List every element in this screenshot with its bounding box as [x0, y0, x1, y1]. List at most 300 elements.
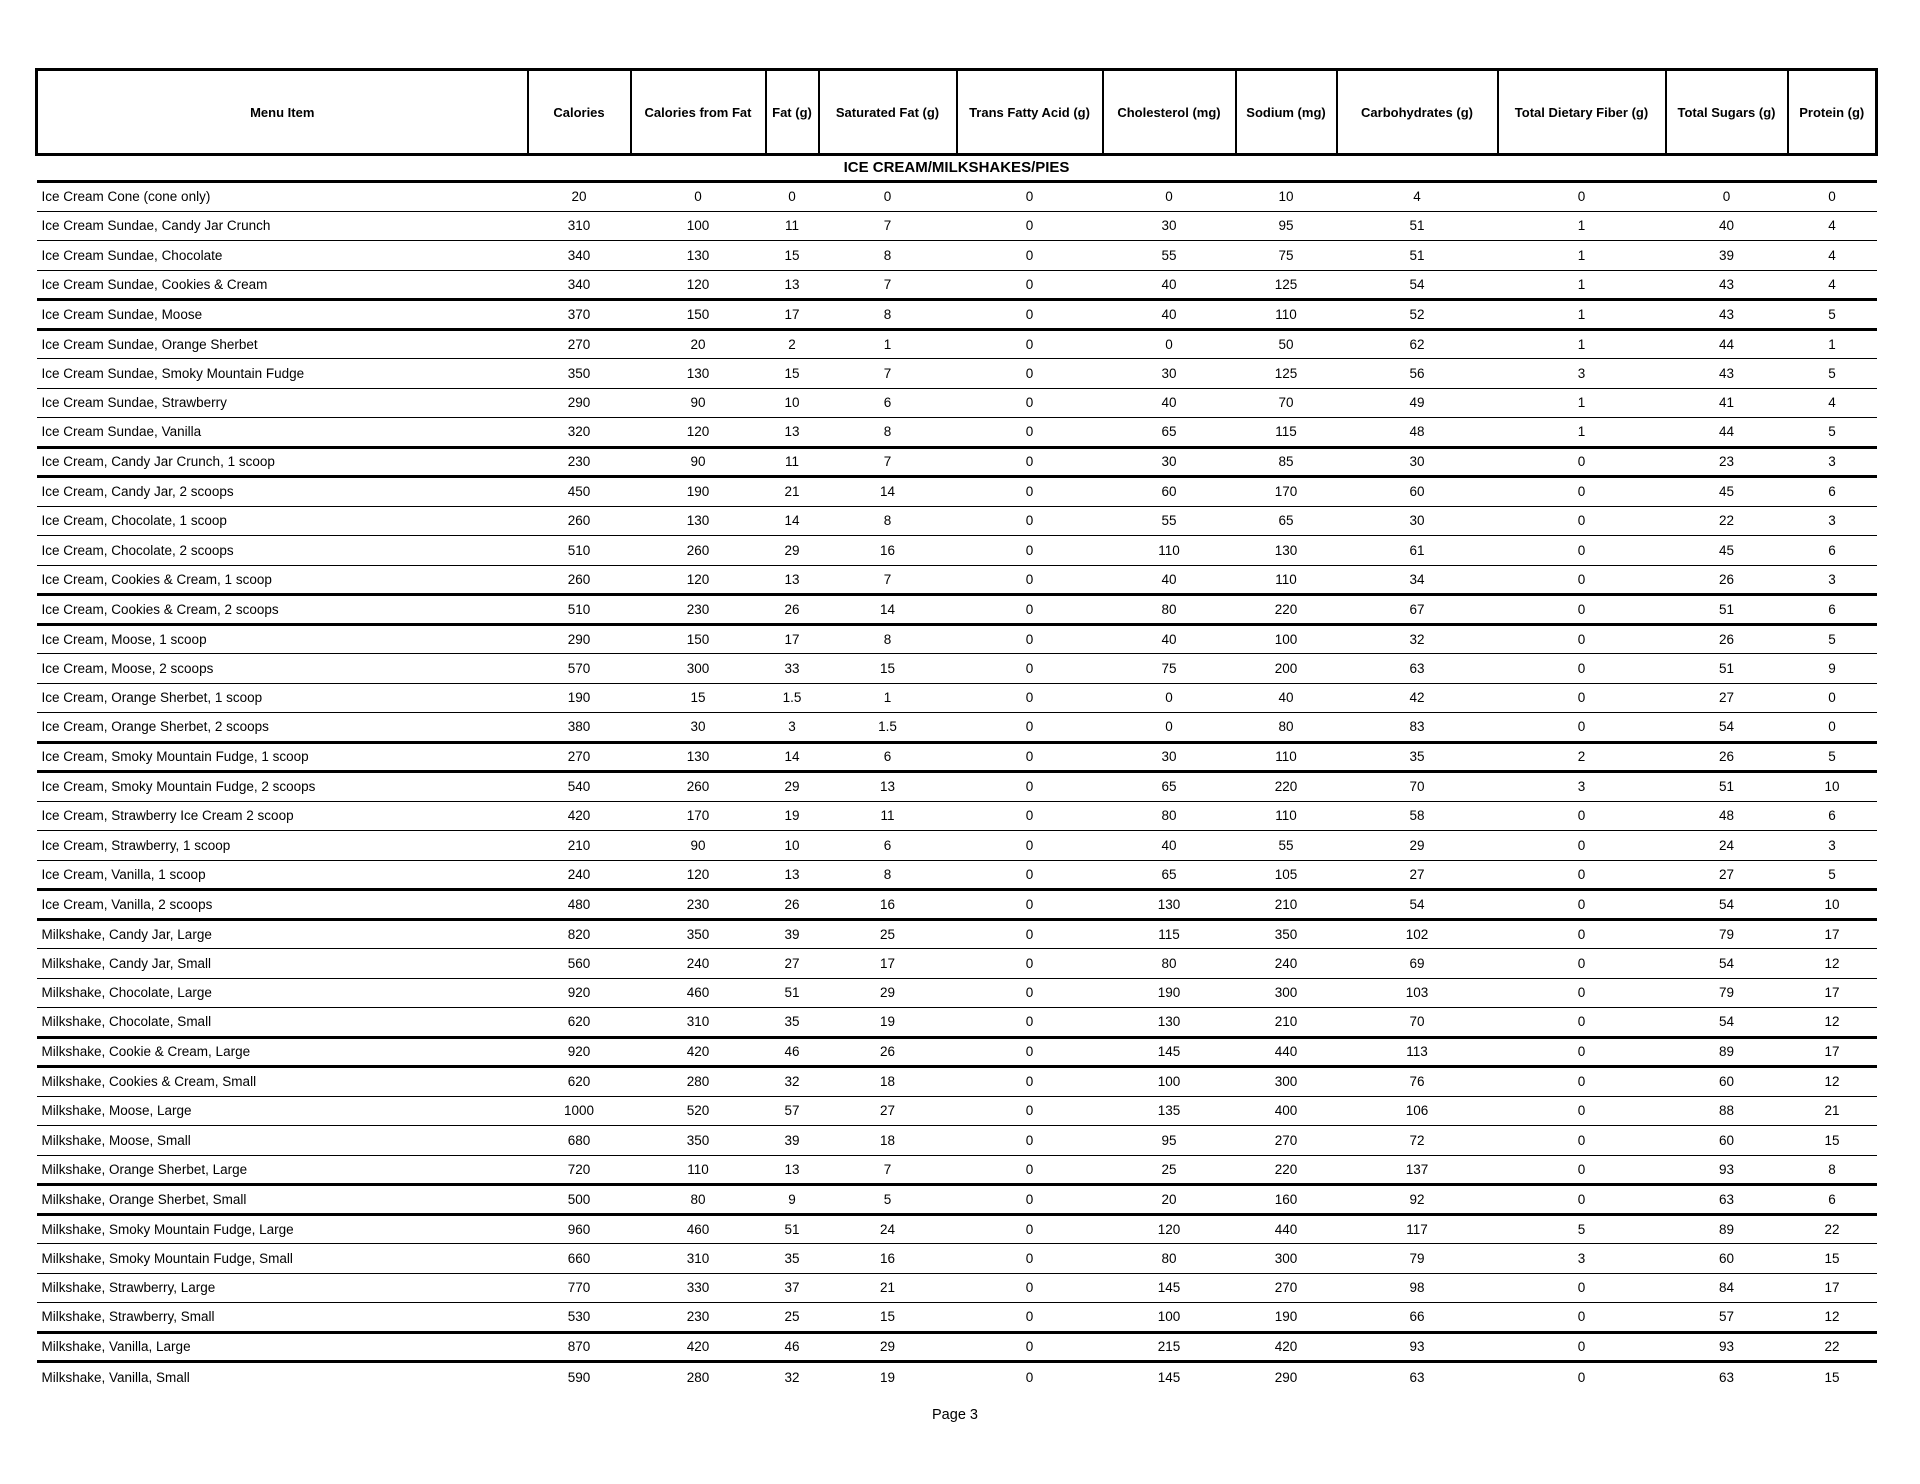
value-cell-7: 103: [1337, 978, 1498, 1008]
value-cell-10: 4: [1788, 241, 1877, 271]
value-cell-3: 29: [819, 978, 957, 1008]
value-cell-2: 15: [766, 359, 819, 389]
table-row: [37, 477, 1877, 507]
value-cell-7: 32: [1337, 624, 1498, 654]
value-cell-9: 40: [1666, 211, 1788, 241]
value-cell-0: 270: [528, 329, 631, 359]
value-cell-8: 0: [1577, 1369, 1586, 1385]
value-cell-5: 20: [1103, 1185, 1236, 1215]
value-cell-8: 0: [1498, 1303, 1666, 1333]
table-row: [37, 1332, 1877, 1362]
column-header-10: Total Sugars (g): [1666, 70, 1788, 155]
value-cell-5: 75: [1103, 654, 1236, 684]
value-cell-9: 22: [1666, 506, 1788, 536]
column-header-7: Sodium (mg): [1236, 70, 1337, 155]
value-cell-3: 6: [819, 742, 957, 772]
value-cell-2: 14: [766, 742, 819, 772]
value-cell-1: 90: [631, 388, 766, 418]
column-header-5: Trans Fatty Acid (g): [957, 70, 1103, 155]
table-row: [37, 506, 1877, 536]
value-cell-2: 0: [766, 182, 819, 212]
value-cell-8: 1: [1498, 329, 1666, 359]
value-cell-3: 7: [819, 359, 957, 389]
value-cell-5: 40: [1103, 565, 1236, 595]
value-cell-7: 30: [1337, 506, 1498, 536]
table-row: [37, 1155, 1877, 1185]
value-cell-7: 61: [1337, 536, 1498, 566]
value-cell-4: 0: [957, 565, 1103, 595]
value-cell-1: 30: [631, 713, 766, 743]
column-header-9: Total Dietary Fiber (g): [1498, 70, 1666, 155]
value-cell-4: 0: [957, 654, 1103, 684]
value-cell-1: 230: [631, 1303, 766, 1333]
value-cell-4: 0: [957, 329, 1103, 359]
value-cell-10: 4: [1788, 388, 1877, 418]
value-cell-10: 6: [1788, 801, 1877, 831]
value-cell-5: 55: [1103, 506, 1236, 536]
value-cell-5: 65: [1103, 418, 1236, 448]
value-cell-4: 0: [957, 1273, 1103, 1303]
menu-item-cell: Ice Cream Sundae, Strawberry: [37, 388, 528, 418]
menu-item-cell: Milkshake, Moose, Small: [37, 1126, 528, 1156]
value-cell-10: 6: [1788, 536, 1877, 566]
value-cell-1: 330: [631, 1273, 766, 1303]
value-cell-3: 0: [819, 182, 957, 212]
value-cell-10: 15: [1788, 1126, 1877, 1156]
value-cell-2: 13: [766, 270, 819, 300]
value-cell-10: 6: [1788, 477, 1877, 507]
menu-item-cell: Milkshake, Vanilla, Small: [41, 1369, 190, 1385]
value-cell-6: 350: [1236, 919, 1337, 949]
value-cell-8: 0: [1498, 477, 1666, 507]
value-cell-6: 125: [1236, 270, 1337, 300]
value-cell-6: 65: [1236, 506, 1337, 536]
value-cell-3: 7: [819, 1155, 957, 1185]
menu-item-cell: Ice Cream Sundae, Orange Sherbet: [37, 329, 528, 359]
value-cell-0: 920: [528, 978, 631, 1008]
value-cell-3: 16: [819, 1244, 957, 1274]
value-cell-1: 120: [631, 565, 766, 595]
value-cell-8: 3: [1498, 1244, 1666, 1274]
value-cell-8: 1: [1498, 241, 1666, 271]
value-cell-3: 5: [819, 1185, 957, 1215]
table-row: [37, 683, 1877, 713]
value-cell-2: 46: [766, 1332, 819, 1362]
value-cell-7: 49: [1337, 388, 1498, 418]
table-row: [37, 565, 1877, 595]
value-cell-2: 3: [766, 713, 819, 743]
value-cell-7: 98: [1337, 1273, 1498, 1303]
table-row: [37, 654, 1877, 684]
value-cell-10: 3: [1788, 506, 1877, 536]
value-cell-4: 0: [957, 536, 1103, 566]
value-cell-0: 870: [528, 1332, 631, 1362]
value-cell-10: 0: [1788, 713, 1877, 743]
value-cell-6: 110: [1236, 801, 1337, 831]
value-cell-9: 54: [1666, 713, 1788, 743]
value-cell-9: 39: [1666, 241, 1788, 271]
value-cell-5: 0: [1103, 683, 1236, 713]
value-cell-7: 51: [1337, 241, 1498, 271]
value-cell-3: 13: [819, 772, 957, 802]
menu-item-cell: Ice Cream Cone (cone only): [37, 182, 528, 212]
value-cell-1: 120: [631, 418, 766, 448]
table-row: [37, 1008, 1877, 1038]
value-cell-8: 5: [1498, 1214, 1666, 1244]
value-cell-1: 20: [631, 329, 766, 359]
value-cell-2: 37: [766, 1273, 819, 1303]
value-cell-6: 50: [1236, 329, 1337, 359]
menu-item-cell: Milkshake, Smoky Mountain Fudge, Large: [37, 1214, 528, 1244]
value-cell-8: 0: [1498, 1185, 1666, 1215]
menu-item-cell: Milkshake, Candy Jar, Small: [37, 949, 528, 979]
value-cell-2: 13: [766, 565, 819, 595]
value-cell-1: 90: [631, 447, 766, 477]
value-cell-5: 0: [1103, 329, 1236, 359]
value-cell-10: 12: [1788, 1303, 1877, 1333]
table-header: [37, 70, 1877, 155]
value-cell-0: 420: [528, 801, 631, 831]
value-cell-8: 0: [1498, 683, 1666, 713]
value-cell-0: 290: [528, 388, 631, 418]
value-cell-6: 270: [1236, 1273, 1337, 1303]
value-cell-9: 45: [1666, 536, 1788, 566]
value-cell-3: 18: [819, 1067, 957, 1097]
value-cell-4: 0: [957, 447, 1103, 477]
value-cell-7: 60: [1337, 477, 1498, 507]
value-cell-7: 69: [1337, 949, 1498, 979]
value-cell-0: 450: [528, 477, 631, 507]
value-cell-1: 300: [631, 654, 766, 684]
value-cell-9: 24: [1666, 831, 1788, 861]
value-cell-7: 63: [1409, 1369, 1425, 1385]
section-title: ICE CREAM/MILKSHAKES/PIES: [37, 155, 1877, 182]
value-cell-2: 26: [766, 595, 819, 625]
value-cell-5: 65: [1103, 860, 1236, 890]
value-cell-2: 25: [766, 1303, 819, 1333]
table-row: [37, 300, 1877, 330]
table-body: [37, 155, 1877, 1392]
value-cell-1: 240: [631, 949, 766, 979]
value-cell-8: 1: [1498, 388, 1666, 418]
value-cell-0: 340: [528, 270, 631, 300]
value-cell-1: 90: [631, 831, 766, 861]
menu-item-cell: Ice Cream, Smoky Mountain Fudge, 2 scoops: [37, 772, 528, 802]
menu-item-cell: Milkshake, Strawberry, Small: [37, 1303, 528, 1333]
value-cell-1: 310: [631, 1244, 766, 1274]
table-row: [37, 359, 1877, 389]
value-cell-4: 0: [957, 683, 1103, 713]
value-cell-9: 43: [1666, 270, 1788, 300]
value-cell-0: 320: [528, 418, 631, 448]
value-cell-3: 8: [819, 860, 957, 890]
value-cell-3: 7: [819, 211, 957, 241]
value-cell-0: 480: [528, 890, 631, 920]
value-cell-10: 12: [1788, 1008, 1877, 1038]
value-cell-5: 30: [1103, 447, 1236, 477]
value-cell-3: 8: [819, 624, 957, 654]
value-cell-10: 15: [1824, 1369, 1840, 1385]
table-row: [37, 536, 1877, 566]
value-cell-8: 0: [1498, 182, 1666, 212]
value-cell-9: 51: [1666, 595, 1788, 625]
value-cell-4: 0: [957, 1126, 1103, 1156]
value-cell-3: 14: [819, 595, 957, 625]
value-cell-2: 26: [766, 890, 819, 920]
value-cell-8: 0: [1498, 1037, 1666, 1067]
value-cell-7: 137: [1337, 1155, 1498, 1185]
value-cell-9: 93: [1666, 1155, 1788, 1185]
menu-item-cell: Milkshake, Strawberry, Large: [37, 1273, 528, 1303]
value-cell-6: 85: [1236, 447, 1337, 477]
value-cell-1: 280: [686, 1369, 710, 1385]
value-cell-5: 145: [1157, 1369, 1181, 1385]
value-cell-3: 7: [819, 565, 957, 595]
column-header-4: Saturated Fat (g): [819, 70, 957, 155]
value-cell-9: 27: [1666, 683, 1788, 713]
value-cell-7: 70: [1337, 1008, 1498, 1038]
value-cell-6: 70: [1236, 388, 1337, 418]
value-cell-6: 300: [1236, 1067, 1337, 1097]
value-cell-10: 17: [1788, 1037, 1877, 1067]
value-cell-1: 260: [631, 536, 766, 566]
value-cell-4: 0: [957, 890, 1103, 920]
value-cell-2: 13: [766, 418, 819, 448]
value-cell-6: 300: [1236, 1244, 1337, 1274]
value-cell-6: 240: [1236, 949, 1337, 979]
value-cell-0: 620: [528, 1008, 631, 1038]
value-cell-0: 510: [528, 536, 631, 566]
value-cell-9: 89: [1666, 1214, 1788, 1244]
value-cell-5: 120: [1103, 1214, 1236, 1244]
value-cell-9: 43: [1666, 300, 1788, 330]
column-header-2: Calories from Fat: [631, 70, 766, 155]
table-row: [37, 890, 1877, 920]
value-cell-0: 770: [528, 1273, 631, 1303]
value-cell-2: 15: [766, 241, 819, 271]
value-cell-10: 4: [1788, 270, 1877, 300]
value-cell-7: 48: [1337, 418, 1498, 448]
menu-item-cell: Ice Cream, Orange Sherbet, 1 scoop: [37, 683, 528, 713]
value-cell-6: 40: [1236, 683, 1337, 713]
value-cell-2: 39: [766, 919, 819, 949]
menu-item-cell: Ice Cream, Vanilla, 1 scoop: [37, 860, 528, 890]
value-cell-7: 54: [1337, 890, 1498, 920]
value-cell-7: 63: [1337, 654, 1498, 684]
value-cell-2: 1.5: [766, 683, 819, 713]
value-cell-3: 7: [819, 447, 957, 477]
nutrition-table: [35, 68, 1878, 1391]
table-row: [37, 978, 1877, 1008]
value-cell-8: 0: [1498, 654, 1666, 684]
value-cell-7: 52: [1337, 300, 1498, 330]
value-cell-3: 26: [819, 1037, 957, 1067]
value-cell-8: 0: [1498, 713, 1666, 743]
value-cell-1: 110: [631, 1155, 766, 1185]
menu-item-cell: Milkshake, Chocolate, Small: [37, 1008, 528, 1038]
value-cell-7: 54: [1337, 270, 1498, 300]
value-cell-0: 370: [528, 300, 631, 330]
value-cell-1: 170: [631, 801, 766, 831]
value-cell-5: 80: [1103, 801, 1236, 831]
value-cell-9: 63: [1666, 1185, 1788, 1215]
value-cell-10: 3: [1788, 565, 1877, 595]
menu-item-cell: Ice Cream, Chocolate, 1 scoop: [37, 506, 528, 536]
value-cell-5: 60: [1103, 477, 1236, 507]
menu-item-cell: Milkshake, Orange Sherbet, Large: [37, 1155, 528, 1185]
value-cell-1: 130: [631, 742, 766, 772]
value-cell-3: 15: [819, 654, 957, 684]
value-cell-10: 4: [1788, 211, 1877, 241]
value-cell-0: 620: [528, 1067, 631, 1097]
value-cell-9: 41: [1666, 388, 1788, 418]
table-row: [37, 801, 1877, 831]
value-cell-9: 26: [1666, 565, 1788, 595]
value-cell-8: 0: [1498, 919, 1666, 949]
value-cell-5: 25: [1103, 1155, 1236, 1185]
table-row: [37, 241, 1877, 271]
value-cell-4: 0: [957, 1303, 1103, 1333]
menu-item-cell: Ice Cream, Moose, 1 scoop: [37, 624, 528, 654]
value-cell-2: 10: [766, 388, 819, 418]
menu-item-cell: Milkshake, Moose, Large: [37, 1096, 528, 1126]
value-cell-9: 48: [1666, 801, 1788, 831]
value-cell-1: 80: [631, 1185, 766, 1215]
value-cell-1: 310: [631, 1008, 766, 1038]
menu-item-cell: Ice Cream Sundae, Vanilla: [37, 418, 528, 448]
value-cell-4: 0: [957, 624, 1103, 654]
value-cell-5: 115: [1103, 919, 1236, 949]
value-cell-7: 62: [1337, 329, 1498, 359]
column-header-11: Protein (g): [1788, 70, 1877, 155]
table-row: [37, 388, 1877, 418]
value-cell-9: 43: [1666, 359, 1788, 389]
value-cell-10: 5: [1788, 300, 1877, 330]
value-cell-4: 0: [957, 1067, 1103, 1097]
value-cell-7: 30: [1337, 447, 1498, 477]
value-cell-2: 27: [766, 949, 819, 979]
value-cell-7: 4: [1337, 182, 1498, 212]
value-cell-2: 51: [766, 1214, 819, 1244]
value-cell-5: 145: [1103, 1273, 1236, 1303]
table-row: [37, 1096, 1877, 1126]
value-cell-3: 19: [819, 1008, 957, 1038]
value-cell-10: 22: [1788, 1214, 1877, 1244]
value-cell-0: 820: [528, 919, 631, 949]
value-cell-7: 58: [1337, 801, 1498, 831]
value-cell-1: 260: [631, 772, 766, 802]
menu-item-cell: Milkshake, Smoky Mountain Fudge, Small: [37, 1244, 528, 1274]
value-cell-8: 0: [1498, 624, 1666, 654]
value-cell-9: 51: [1666, 654, 1788, 684]
value-cell-8: 0: [1498, 860, 1666, 890]
value-cell-9: 23: [1666, 447, 1788, 477]
value-cell-9: 0: [1666, 182, 1788, 212]
value-cell-0: 680: [528, 1126, 631, 1156]
value-cell-0: 540: [528, 772, 631, 802]
value-cell-1: 15: [631, 683, 766, 713]
value-cell-2: 32: [784, 1369, 800, 1385]
value-cell-1: 0: [631, 182, 766, 212]
value-cell-1: 460: [631, 978, 766, 1008]
value-cell-9: 63: [1718, 1369, 1735, 1385]
value-cell-5: 0: [1103, 713, 1236, 743]
value-cell-3: 16: [819, 890, 957, 920]
value-cell-5: 130: [1103, 1008, 1236, 1038]
value-cell-4: 0: [957, 1155, 1103, 1185]
value-cell-5: 135: [1103, 1096, 1236, 1126]
value-cell-4: 0: [957, 211, 1103, 241]
value-cell-2: 51: [766, 978, 819, 1008]
value-cell-8: 0: [1498, 595, 1666, 625]
value-cell-1: 130: [631, 359, 766, 389]
table-row: [37, 1126, 1877, 1156]
menu-item-cell: Ice Cream, Strawberry Ice Cream 2 scoop: [37, 801, 528, 831]
value-cell-3: 1: [819, 683, 957, 713]
value-cell-7: 92: [1337, 1185, 1498, 1215]
value-cell-5: 30: [1103, 359, 1236, 389]
value-cell-8: 0: [1498, 1332, 1666, 1362]
value-cell-1: 460: [631, 1214, 766, 1244]
value-cell-7: 79: [1337, 1244, 1498, 1274]
value-cell-7: 35: [1337, 742, 1498, 772]
column-header-8: Carbohydrates (g): [1337, 70, 1498, 155]
value-cell-0: 290: [528, 624, 631, 654]
menu-item-cell: Milkshake, Orange Sherbet, Small: [37, 1185, 528, 1215]
table-row: [37, 831, 1877, 861]
value-cell-8: 0: [1498, 978, 1666, 1008]
value-cell-8: 2: [1498, 742, 1666, 772]
value-cell-2: 11: [766, 211, 819, 241]
value-cell-3: 17: [819, 949, 957, 979]
value-cell-9: 88: [1666, 1096, 1788, 1126]
value-cell-9: 51: [1666, 772, 1788, 802]
value-cell-0: 380: [528, 713, 631, 743]
value-cell-10: 17: [1788, 978, 1877, 1008]
value-cell-8: 0: [1498, 506, 1666, 536]
value-cell-6: 400: [1236, 1096, 1337, 1126]
value-cell-8: 0: [1498, 1096, 1666, 1126]
value-cell-10: 8: [1788, 1155, 1877, 1185]
value-cell-2: 35: [766, 1008, 819, 1038]
value-cell-4: 0: [957, 1185, 1103, 1215]
menu-item-cell: Ice Cream, Candy Jar, 2 scoops: [37, 477, 528, 507]
value-cell-0: 260: [528, 565, 631, 595]
value-cell-6: 100: [1236, 624, 1337, 654]
value-cell-9: 44: [1666, 329, 1788, 359]
value-cell-8: 0: [1498, 1067, 1666, 1097]
value-cell-4: 0: [957, 359, 1103, 389]
value-cell-9: 54: [1666, 949, 1788, 979]
value-cell-0: 20: [528, 182, 631, 212]
value-cell-6: 10: [1236, 182, 1337, 212]
menu-item-cell: Ice Cream, Chocolate, 2 scoops: [37, 536, 528, 566]
menu-item-cell: Ice Cream, Moose, 2 scoops: [37, 654, 528, 684]
value-cell-9: 26: [1666, 742, 1788, 772]
value-cell-9: 54: [1666, 890, 1788, 920]
value-cell-4: 0: [957, 1037, 1103, 1067]
table-row: [37, 1037, 1877, 1067]
value-cell-1: 120: [631, 270, 766, 300]
value-cell-5: 130: [1103, 890, 1236, 920]
table-row: [37, 860, 1877, 890]
table-row: [37, 1362, 1877, 1392]
value-cell-6: 80: [1236, 713, 1337, 743]
table-row: [37, 329, 1877, 359]
menu-item-cell: Ice Cream Sundae, Moose: [37, 300, 528, 330]
value-cell-4: 0: [957, 182, 1103, 212]
value-cell-10: 12: [1788, 949, 1877, 979]
